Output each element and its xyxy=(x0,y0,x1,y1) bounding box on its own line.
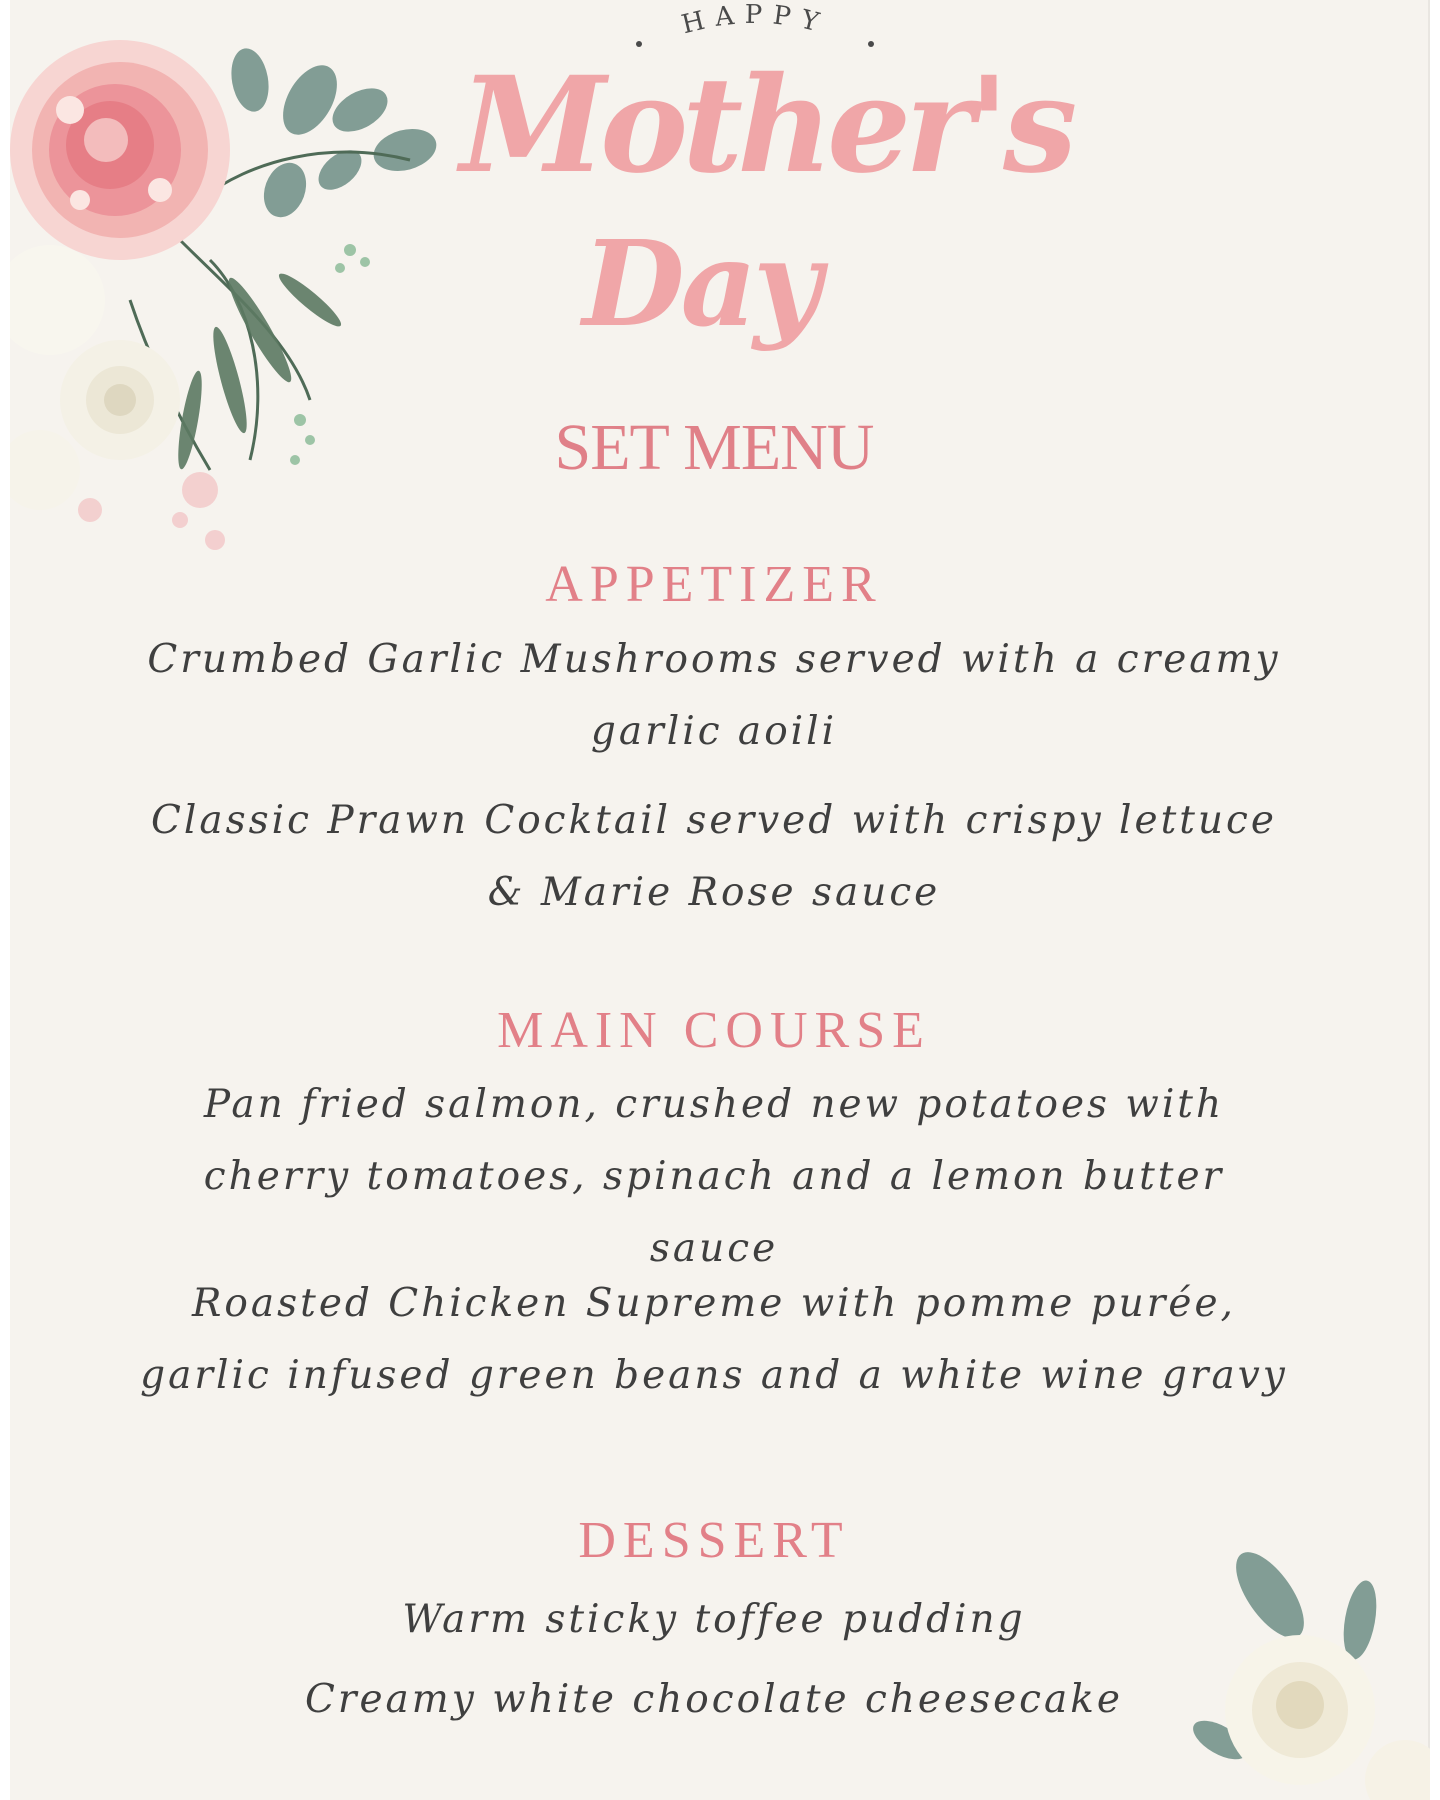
course-heading-main-course: MAIN COURSE xyxy=(497,1002,931,1059)
dish-item: Classic Prawn Cocktail served with crispy lettuce & Marie Rose sauce xyxy=(151,798,1277,915)
dish-item: Pan fried salmon, crushed new potatoes with cherry tomatoes, spinach and a lemon butter sauce xyxy=(203,1082,1225,1271)
menu-body xyxy=(10,0,1418,1800)
happy-text: HAPPY xyxy=(678,4,832,41)
course-heading-dessert: DESSERT xyxy=(578,1512,850,1569)
menu-subtitle: SET MENU xyxy=(554,411,874,484)
menu-card xyxy=(10,0,1430,1800)
dish-item: Warm sticky toffee pudding xyxy=(402,1597,1026,1642)
script-mothers: Mother's xyxy=(460,48,1072,203)
course-heading-appetizer: APPETIZER xyxy=(545,556,883,613)
script-day: Day xyxy=(582,214,818,353)
dish-item: Crumbed Garlic Mushrooms served with a creamy garlic aoili xyxy=(147,637,1281,754)
dish-item: Roasted Chicken Supreme with pomme purée, garlic infused green beans and a white wine gravy xyxy=(140,1281,1288,1398)
dish-item: Creamy white chocolate cheesecake xyxy=(304,1677,1123,1722)
